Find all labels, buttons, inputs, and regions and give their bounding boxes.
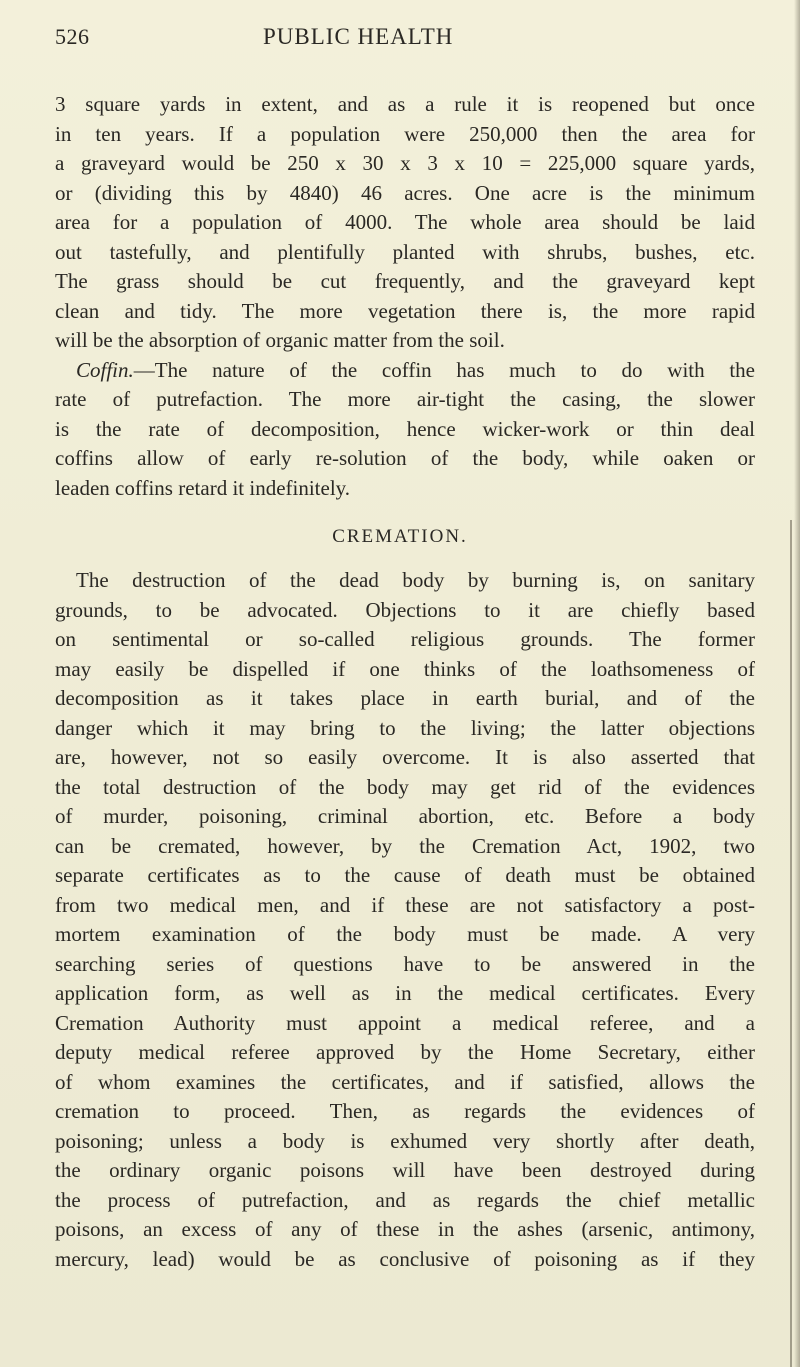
text-line: grounds, to be advocated. Objections to it are chiefly based xyxy=(55,597,755,622)
section-heading-cremation: CREMATION. xyxy=(332,526,468,547)
text-line: a graveyard would be 250 x 30 x 3 x 10 = 225,000 square yards, xyxy=(55,151,755,175)
text-line: are, however, not so easily overcome. It is also asserted that xyxy=(55,745,755,769)
text-line: Cremation Authority must appoint a medical referee, and a xyxy=(55,1010,755,1035)
page-edge xyxy=(794,0,800,1367)
text-line: separate certificates as to the cause of death must be obtained xyxy=(55,863,755,887)
running-head: PUBLIC HEALTH xyxy=(263,24,454,49)
text-line: is the rate of decomposition, hence wicker-work or thin deal xyxy=(55,416,755,441)
page-header xyxy=(0,24,800,58)
text-line: danger which it may bring to the living; the latter objections xyxy=(55,715,755,740)
text-line: clean and tidy. The more vegetation there is, the more rapid xyxy=(55,298,755,323)
page-binding-shadow xyxy=(790,520,792,1367)
text-line: in ten years. If a population were 250,000 then the area for xyxy=(55,121,755,146)
text-line: coffins allow of early re-solution of the body, while oaken or xyxy=(55,446,755,470)
text-line: the process of putrefaction, and as regards the chief metallic xyxy=(55,1187,755,1212)
text-line: application form, as well as in the medical certificates. Every xyxy=(55,981,755,1005)
coffin-lead-text: —The nature of the coffin has much to do with the xyxy=(133,357,755,382)
text-line: The destruction of the dead body by burning is, on sanitary xyxy=(76,568,755,592)
text-line: leaden coffins retard it indefinitely. xyxy=(55,475,351,500)
text-line: out tastefully, and plentifully planted with shrubs, bushes, etc. xyxy=(55,239,755,264)
text-line: area for a population of 4000. The whole area should be laid xyxy=(55,210,755,234)
text-line: poisoning; unless a body is exhumed very shortly after death, xyxy=(55,1128,755,1153)
text-line: from two medical men, and if these are not satisfactory a post- xyxy=(55,892,755,917)
text-line: of murder, poisoning, criminal abortion, etc. Before a body xyxy=(55,804,755,828)
body-text-top xyxy=(55,90,755,503)
text-line: mercury, lead) would be as conclusive of poisoning as if they xyxy=(55,1246,755,1271)
coffin-run-in-heading: Coffin. xyxy=(76,357,134,382)
text-line: may easily be dispelled if one thinks of the loathsomeness of xyxy=(55,656,755,681)
body-text-cremation xyxy=(55,566,755,1274)
text-line: or (dividing this by 4840) 46 acres. One acre is the minimum xyxy=(55,180,755,205)
text-line: 3 square yards in extent, and as a rule it is reopened but once xyxy=(55,92,755,116)
page-number: 526 xyxy=(55,24,90,49)
text-line: can be cremated, however, by the Cremation Act, 1902, two xyxy=(55,833,755,858)
text-line: on sentimental or so-called religious grounds. The former xyxy=(55,627,755,651)
coffin-paragraph-first-line xyxy=(55,356,755,386)
text-line: deputy medical referee approved by the Home Secretary, either xyxy=(55,1040,755,1064)
text-line: The grass should be cut frequently, and the graveyard kept xyxy=(55,269,755,293)
text-line: poisons, an excess of any of these in the ashes (arsenic, antimony, xyxy=(55,1217,755,1241)
text-line: decomposition as it takes place in earth burial, and of the xyxy=(55,686,755,710)
text-line: of whom examines the certificates, and if satisfied, allows the xyxy=(55,1069,755,1094)
text-line: will be the absorption of organic matter from the soil. xyxy=(55,328,505,352)
text-line: the ordinary organic poisons will have been destroyed during xyxy=(55,1158,755,1182)
text-line: rate of putrefaction. The more air-tight the casing, the slower xyxy=(55,387,755,411)
text-line: mortem examination of the body must be made. A very xyxy=(55,922,755,946)
text-line: searching series of questions have to be answered in the xyxy=(55,951,755,976)
text-line: the total destruction of the body may get rid of the evidences xyxy=(55,774,755,799)
text-line: cremation to proceed. Then, as regards the evidences of xyxy=(55,1099,755,1123)
